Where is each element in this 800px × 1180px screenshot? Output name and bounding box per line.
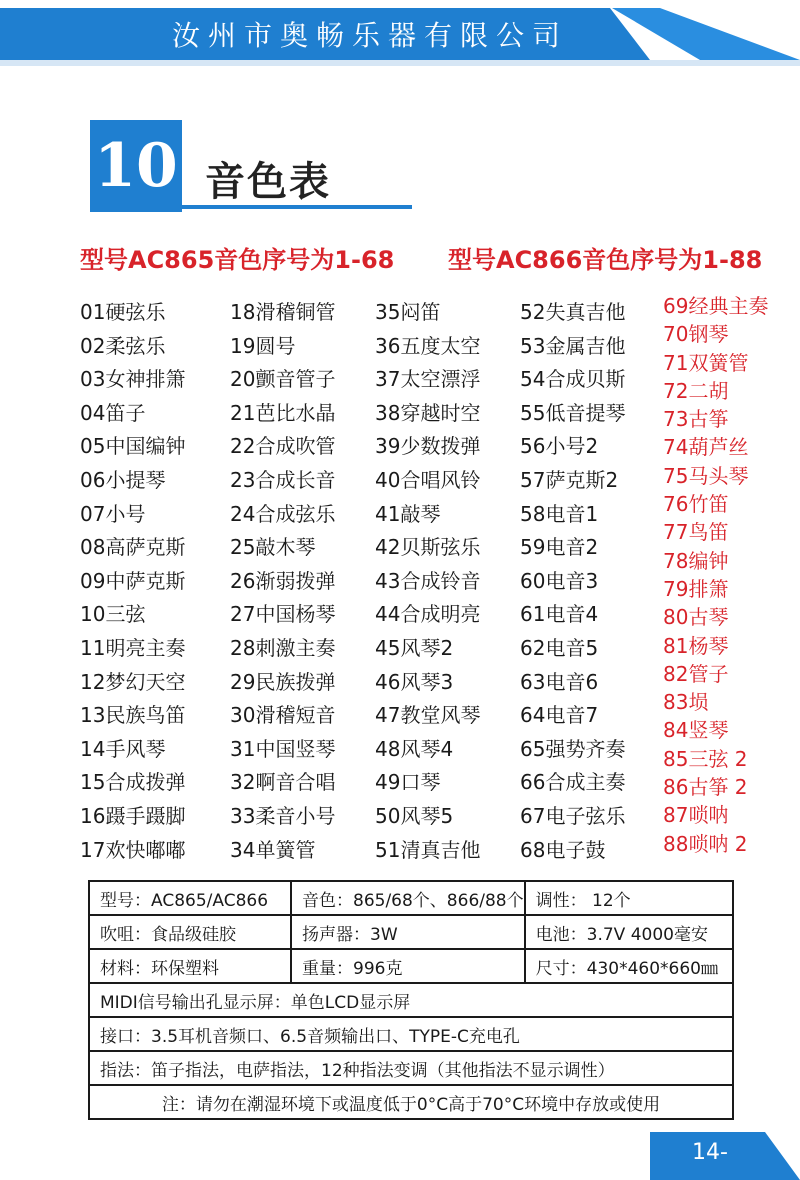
spec-table — [88, 880, 734, 1120]
tone-item: 77鸟笛 — [663, 520, 729, 545]
tone-item: 86古筝 2 — [663, 775, 748, 800]
tone-item: 39少数拨弹 — [375, 434, 481, 459]
spec-ports: 接口：3.5耳机音频口、6.5音频输出口、TYPE-C充电孔 — [89, 1017, 733, 1051]
tone-item: 73古筝 — [663, 407, 729, 432]
tone-item: 03女神排箫 — [80, 367, 186, 392]
tone-item: 84竖琴 — [663, 718, 729, 743]
tone-item: 82管子 — [663, 661, 729, 686]
tone-item: 71双簧管 — [663, 350, 749, 375]
tone-item: 08高萨克斯 — [80, 535, 186, 560]
tone-item: 61电音4 — [520, 602, 599, 627]
tone-column-2 — [230, 296, 335, 867]
tone-item: 57萨克斯2 — [520, 467, 619, 492]
company-name: 汝州市奥畅乐器有限公司 — [171, 19, 568, 52]
spec-fingering: 指法：笛子指法，电萨指法，12种指法变调（其他指法不显示调性） — [89, 1051, 733, 1085]
tone-item: 58电音1 — [520, 501, 599, 526]
tone-item: 13民族鸟笛 — [80, 703, 186, 728]
tone-column-4 — [520, 296, 625, 867]
spec-row — [89, 915, 733, 949]
spec-row — [89, 881, 733, 915]
tone-item: 51清真吉他 — [375, 837, 481, 862]
tone-item: 80古琴 — [663, 605, 729, 630]
tone-item: 21芭比水晶 — [230, 400, 336, 425]
tone-item: 07小号 — [80, 501, 146, 526]
tone-item: 62电音5 — [520, 635, 599, 660]
model-heading-ac866: 型号AC866音色序号为1-88 — [448, 246, 763, 274]
tone-item: 81杨琴 — [663, 633, 729, 658]
section-number: 10 — [90, 120, 182, 212]
tone-item: 68电子鼓 — [520, 837, 606, 862]
tone-item: 37太空漂浮 — [375, 367, 481, 392]
tone-item: 53金属吉他 — [520, 333, 626, 358]
tone-item: 05中国编钟 — [80, 434, 186, 459]
spec-row — [89, 1085, 733, 1119]
tone-item: 29民族拨弹 — [230, 669, 336, 694]
spec-note: 注：请勿在潮湿环境下或温度低于0°C高于70°C环境中存放或使用 — [89, 1085, 733, 1119]
tone-item: 45风琴2 — [375, 635, 454, 660]
tone-item: 19圆号 — [230, 333, 296, 358]
tone-item: 09中萨克斯 — [80, 568, 186, 593]
tone-item: 88唢呐 2 — [663, 831, 748, 856]
tone-item: 72二胡 — [663, 378, 729, 403]
tone-item: 55低音提琴 — [520, 400, 626, 425]
tone-item: 79排箫 — [663, 576, 729, 601]
tone-item: 04笛子 — [80, 400, 146, 425]
tone-item: 67电子弦乐 — [520, 803, 626, 828]
tone-item: 52失真吉他 — [520, 300, 626, 324]
tone-item: 06小提琴 — [80, 467, 166, 492]
spec-model: 型号：AC865/AC866 — [89, 881, 291, 915]
tone-item: 83埙 — [663, 690, 709, 715]
tone-item: 85三弦 2 — [663, 746, 748, 771]
tone-column-5 — [663, 292, 768, 858]
spec-tuning: 调性： 12个 — [525, 881, 733, 915]
spec-material: 材料：环保塑料 — [89, 949, 291, 983]
tone-item: 59电音2 — [520, 535, 599, 560]
tone-item: 75马头琴 — [663, 463, 749, 488]
tone-item: 49口琴 — [375, 770, 441, 795]
tone-item: 22合成吹管 — [230, 434, 336, 459]
tone-item: 34单簧管 — [230, 837, 316, 862]
tone-column-3 — [375, 296, 480, 867]
spec-weight: 重量：996克 — [291, 949, 525, 983]
tone-item: 48风琴4 — [375, 736, 454, 761]
tone-item: 78编钟 — [663, 548, 729, 573]
tone-item: 31中国竖琴 — [230, 736, 336, 761]
tone-item: 02柔弦乐 — [80, 333, 166, 358]
tone-item: 74葫芦丝 — [663, 435, 749, 460]
tone-column-1 — [80, 296, 185, 867]
tone-item: 43合成铃音 — [375, 568, 481, 593]
tone-item: 56小号2 — [520, 434, 599, 459]
tone-item: 44合成明亮 — [375, 602, 481, 627]
tone-item: 32啊音合唱 — [230, 770, 336, 795]
section-title: 音色表 — [205, 159, 331, 205]
tone-item: 14手风琴 — [80, 736, 166, 761]
spec-row — [89, 983, 733, 1017]
tone-item: 76竹笛 — [663, 492, 729, 517]
tone-item: 50风琴5 — [375, 803, 454, 828]
tone-item: 36五度太空 — [375, 333, 481, 358]
spec-tone-count: 音色：865/68个、866/88个 — [291, 881, 525, 915]
tone-item: 12梦幻天空 — [80, 669, 186, 694]
tone-item: 69经典主奏 — [663, 294, 769, 318]
tone-item: 28刺激主奏 — [230, 635, 336, 660]
tone-item: 66合成主奏 — [520, 770, 626, 795]
tone-item: 25敲木琴 — [230, 535, 316, 560]
tone-item: 47教堂风琴 — [375, 703, 481, 728]
tone-item: 33柔音小号 — [230, 803, 336, 828]
tone-item: 64电音7 — [520, 703, 599, 728]
tone-item: 40合唱风铃 — [375, 467, 481, 492]
tone-item: 70钢琴 — [663, 322, 729, 347]
tone-item: 60电音3 — [520, 568, 599, 593]
tone-item: 17欢快嘟嘟 — [80, 837, 186, 862]
tone-item: 24合成弦乐 — [230, 501, 336, 526]
tone-item: 18滑稽铜管 — [230, 300, 336, 324]
tone-item: 65强势齐奏 — [520, 736, 626, 761]
spec-battery: 电池：3.7V 4000毫安 — [525, 915, 733, 949]
tone-item: 87唢呐 — [663, 803, 729, 828]
tone-item: 38穿越时空 — [375, 400, 481, 425]
tone-item: 54合成贝斯 — [520, 367, 626, 392]
tone-item: 27中国杨琴 — [230, 602, 336, 627]
tone-item: 11明亮主奏 — [80, 635, 186, 660]
tone-item: 63电音6 — [520, 669, 599, 694]
spec-row — [89, 1051, 733, 1085]
spec-midi: MIDI信号输出孔显示屏：单色LCD显示屏 — [89, 983, 733, 1017]
tone-item: 23合成长音 — [230, 467, 336, 492]
tone-item: 10三弦 — [80, 602, 146, 627]
spec-row — [89, 1017, 733, 1051]
spec-mouthpiece: 吹咀：食品级硅胶 — [89, 915, 291, 949]
spec-size: 尺寸：430*460*660㎜ — [525, 949, 733, 983]
tone-item: 01硬弦乐 — [80, 300, 166, 324]
tone-item: 20颤音管子 — [230, 367, 336, 392]
spec-row — [89, 949, 733, 983]
header-band — [0, 0, 800, 70]
tone-item: 26渐弱拨弹 — [230, 568, 336, 593]
model-heading-ac865: 型号AC865音色序号为1-68 — [80, 246, 395, 274]
title-underline — [182, 205, 412, 209]
tone-item: 46风琴3 — [375, 669, 454, 694]
tone-item: 30滑稽短音 — [230, 703, 336, 728]
spec-speaker: 扬声器：3W — [291, 915, 525, 949]
tone-item: 41敲琴 — [375, 501, 441, 526]
tone-item: 16蹑手蹑脚 — [80, 803, 186, 828]
page-number: 14- — [692, 1140, 728, 1165]
tone-item: 42贝斯弦乐 — [375, 535, 481, 560]
tone-item: 15合成拨弹 — [80, 770, 186, 795]
tone-item: 35闷笛 — [375, 300, 441, 324]
